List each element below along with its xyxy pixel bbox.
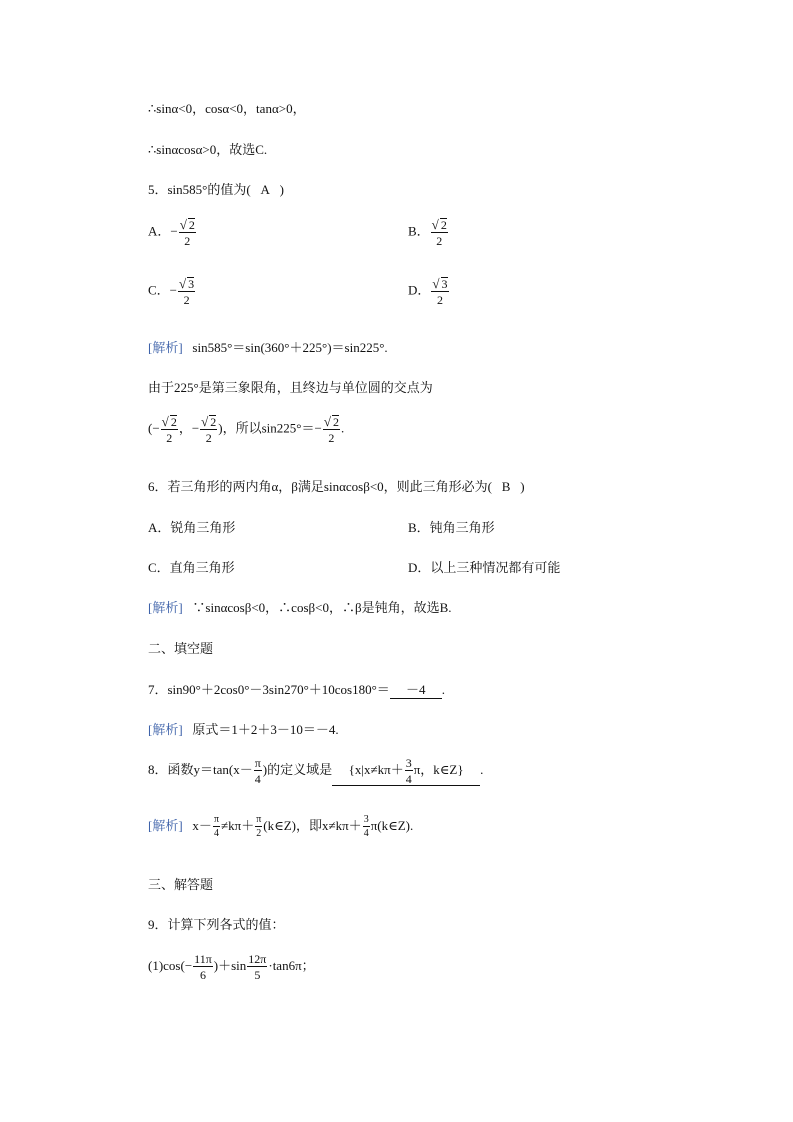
question-9-part-1 [148, 953, 315, 981]
q6-option-d: D．以上三种情况都有可能 [408, 560, 561, 575]
line-choose-c: ∴sinαcosα>0，故选C. [148, 142, 268, 157]
text: (k∈Z)，即x≠kπ＋ [263, 818, 362, 833]
fraction: $\frac{\pi}{2}$ [256, 814, 262, 840]
q5-option-d [408, 277, 450, 306]
q6-close: ) [520, 479, 525, 494]
explanation-tag: [解析] [148, 818, 183, 833]
option-c-label: C．− [148, 282, 178, 298]
fraction: $\frac{12\pi}{5}$ [248, 952, 267, 982]
fraction: $\frac{√ 2}{2}$ [431, 217, 447, 248]
option-b-label: B． [408, 223, 430, 239]
explanation-tag: [解析] [148, 722, 183, 737]
fraction: $\frac{\pi}{4}$ [213, 814, 219, 840]
question-7 [148, 679, 445, 699]
q5-option-c [148, 277, 196, 306]
explanation-5-line3 [148, 415, 344, 444]
section-fill-in-heading: 二、填空题 [148, 641, 214, 656]
fraction: $\frac{11\pi}{6}$ [194, 952, 212, 982]
q7-stem: 7．sin90°＋2cos0°－3sin270°＋10cos180°＝ [148, 682, 390, 697]
text: ，− [178, 420, 200, 436]
text: x－ [192, 818, 212, 833]
explanation-text: sin585°＝sin(360°＋225°)＝sin225°. [192, 340, 388, 355]
q5-stem: 5．sin585°的值为( [148, 182, 251, 197]
explanation-7 [148, 719, 339, 738]
text: (1)cos(− [148, 957, 193, 973]
question-6 [148, 476, 525, 495]
question-5 [148, 179, 284, 198]
text: ≠kπ＋ [221, 818, 255, 833]
fraction: $\frac{√ 2}{2}$ [201, 414, 217, 445]
q6-answer: B [501, 479, 511, 494]
q7-end: . [441, 682, 446, 697]
q7-answer-blank: －4 [390, 679, 442, 699]
q5-answer: A [260, 182, 270, 197]
fraction: $\frac{3}{4}$ [405, 756, 412, 786]
explanation-6 [148, 597, 452, 616]
q6-option-c: C．直角三角形 [148, 560, 235, 575]
section-answer-heading: 三、解答题 [148, 877, 214, 892]
explanation-8 [148, 815, 413, 839]
explanation-text: ∵sinαcosβ<0，∴cosβ<0，∴β是钝角，故选B. [192, 600, 452, 615]
text: )＋sin [213, 957, 247, 973]
text: )，所以sin225°＝− [218, 420, 322, 436]
option-a-label: A．− [148, 223, 178, 239]
q8-end: . [480, 761, 484, 777]
fraction: $\frac{√ 3}{2}$ [432, 276, 448, 307]
fraction: $\frac{√ 2}{2}$ [323, 414, 339, 445]
q6-option-a: A．锐角三角形 [148, 520, 236, 535]
q5-option-b [408, 218, 449, 247]
fraction: $\frac{\pi}{4}$ [254, 756, 261, 786]
fraction: $\frac{√ 3}{2}$ [179, 276, 195, 307]
question-8 [148, 757, 483, 786]
explanation-text: 原式＝1＋2＋3－10＝－4. [192, 722, 339, 737]
q5-close: ) [279, 182, 284, 197]
q8-answer-blank: {x|x≠kπ＋ $\frac{3}{4}$ π，k∈Z} [332, 757, 480, 786]
fraction: $\frac{√ 2}{2}$ [179, 217, 195, 248]
text: π(k∈Z). [370, 818, 414, 833]
q8-stem-b: )的定义域是 [262, 761, 333, 777]
q5-option-a [148, 218, 197, 247]
text: . [340, 420, 345, 436]
option-d-label: D． [408, 282, 431, 298]
fraction: $\frac{√ 2}{2}$ [161, 414, 177, 445]
q6-stem: 6．若三角形的两内角α，β满足sinαcosβ<0，则此三角形必为( [148, 479, 493, 494]
explanation-tag: [解析] [148, 600, 183, 615]
q6-option-b: B．钝角三角形 [408, 520, 495, 535]
q8-stem-a: 8．函数y＝tan(x－ [148, 761, 253, 777]
explanation-tag: [解析] [148, 340, 183, 355]
question-9: 9．计算下列各式的值： [148, 917, 285, 932]
text: (− [148, 420, 160, 436]
fraction: $\frac{3}{4}$ [363, 814, 369, 840]
line-sign-conclusion: ∴sinα<0，cosα<0，tanα>0， [148, 101, 306, 116]
text: ·tan6π； [268, 957, 315, 973]
explanation-5 [148, 337, 388, 356]
explanation-5-line2: 由于225°是第三象限角，且终边与单位圆的交点为 [148, 380, 433, 395]
